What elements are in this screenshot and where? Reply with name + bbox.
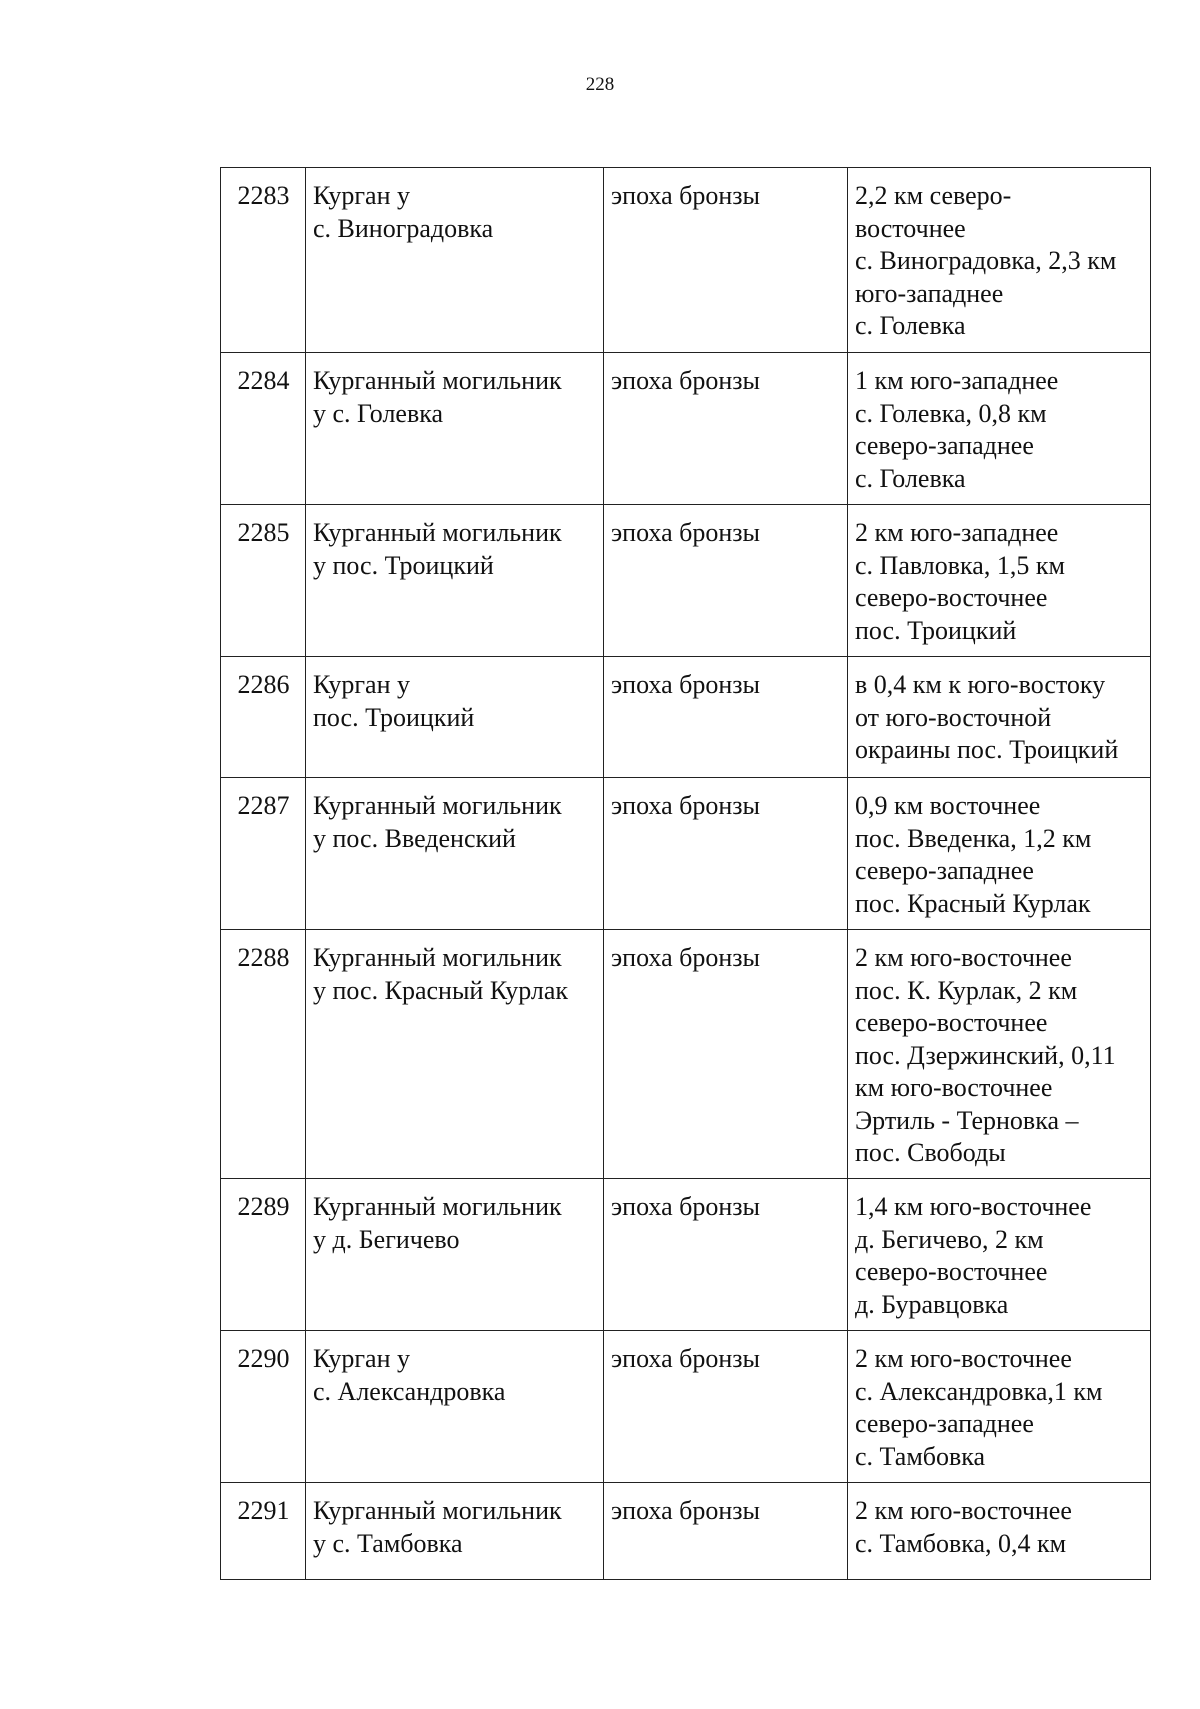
site-period: эпоха бронзы (604, 1331, 848, 1483)
site-period: эпоха бронзы (604, 168, 848, 353)
site-name: Курганный могильник у пос. Красный Курлак (306, 930, 604, 1179)
site-name: Курган у с. Александровка (306, 1331, 604, 1483)
site-name: Курган у с. Виноградовка (306, 168, 604, 353)
site-location: 2 км юго-восточнее с. Тамбовка, 0,4 км (848, 1483, 1151, 1580)
site-name: Курганный могильник у пос. Введенский (306, 778, 604, 930)
site-name: Курганный могильник у д. Бегичево (306, 1179, 604, 1331)
page-number: 228 (585, 74, 615, 95)
site-number: 2290 (221, 1331, 306, 1483)
site-period: эпоха бронзы (604, 353, 848, 505)
site-number: 2283 (221, 168, 306, 353)
table-row (221, 1331, 1151, 1483)
site-name: Курганный могильник у с. Голевка (306, 353, 604, 505)
site-name: Курганный могильник у с. Тамбовка (306, 1483, 604, 1580)
site-location: 1 км юго-западнее с. Голевка, 0,8 км северо-западнее с. Голевка (848, 353, 1151, 505)
table-row (221, 1483, 1151, 1580)
site-period: эпоха бронзы (604, 778, 848, 930)
table-row (221, 657, 1151, 778)
site-period: эпоха бронзы (604, 1483, 848, 1580)
heritage-sites-table (220, 167, 1151, 1580)
site-location: 2 км юго-восточнее с. Александровка,1 км северо-западнее с. Тамбовка (848, 1331, 1151, 1483)
site-location: 0,9 км восточнее пос. Введенка, 1,2 км северо-западнее пос. Красный Курлак (848, 778, 1151, 930)
site-number: 2286 (221, 657, 306, 778)
site-number: 2288 (221, 930, 306, 1179)
site-number: 2287 (221, 778, 306, 930)
site-location: 2 км юго-восточнее пос. К. Курлак, 2 км северо-восточнее пос. Дзержинский, 0,11 км юго-восточнее Эртиль - Терновка – пос. Свободы (848, 930, 1151, 1179)
table-row (221, 930, 1151, 1179)
site-number: 2285 (221, 505, 306, 657)
site-period: эпоха бронзы (604, 657, 848, 778)
table-row (221, 353, 1151, 505)
table-row (221, 168, 1151, 353)
site-location: 2,2 км северо- восточнее с. Виноградовка, 2,3 км юго-западнее с. Голевка (848, 168, 1151, 353)
site-period: эпоха бронзы (604, 1179, 848, 1331)
site-name: Курган у пос. Троицкий (306, 657, 604, 778)
table-row (221, 778, 1151, 930)
site-number: 2289 (221, 1179, 306, 1331)
site-period: эпоха бронзы (604, 505, 848, 657)
site-name: Курганный могильник у пос. Троицкий (306, 505, 604, 657)
site-period: эпоха бронзы (604, 930, 848, 1179)
site-location: в 0,4 км к юго-востоку от юго-восточной окраины пос. Троицкий (848, 657, 1151, 778)
site-number: 2291 (221, 1483, 306, 1580)
site-number: 2284 (221, 353, 306, 505)
site-location: 2 км юго-западнее с. Павловка, 1,5 км северо-восточнее пос. Троицкий (848, 505, 1151, 657)
site-location: 1,4 км юго-восточнее д. Бегичево, 2 км северо-восточнее д. Буравцовка (848, 1179, 1151, 1331)
table-row (221, 1179, 1151, 1331)
table-row (221, 505, 1151, 657)
